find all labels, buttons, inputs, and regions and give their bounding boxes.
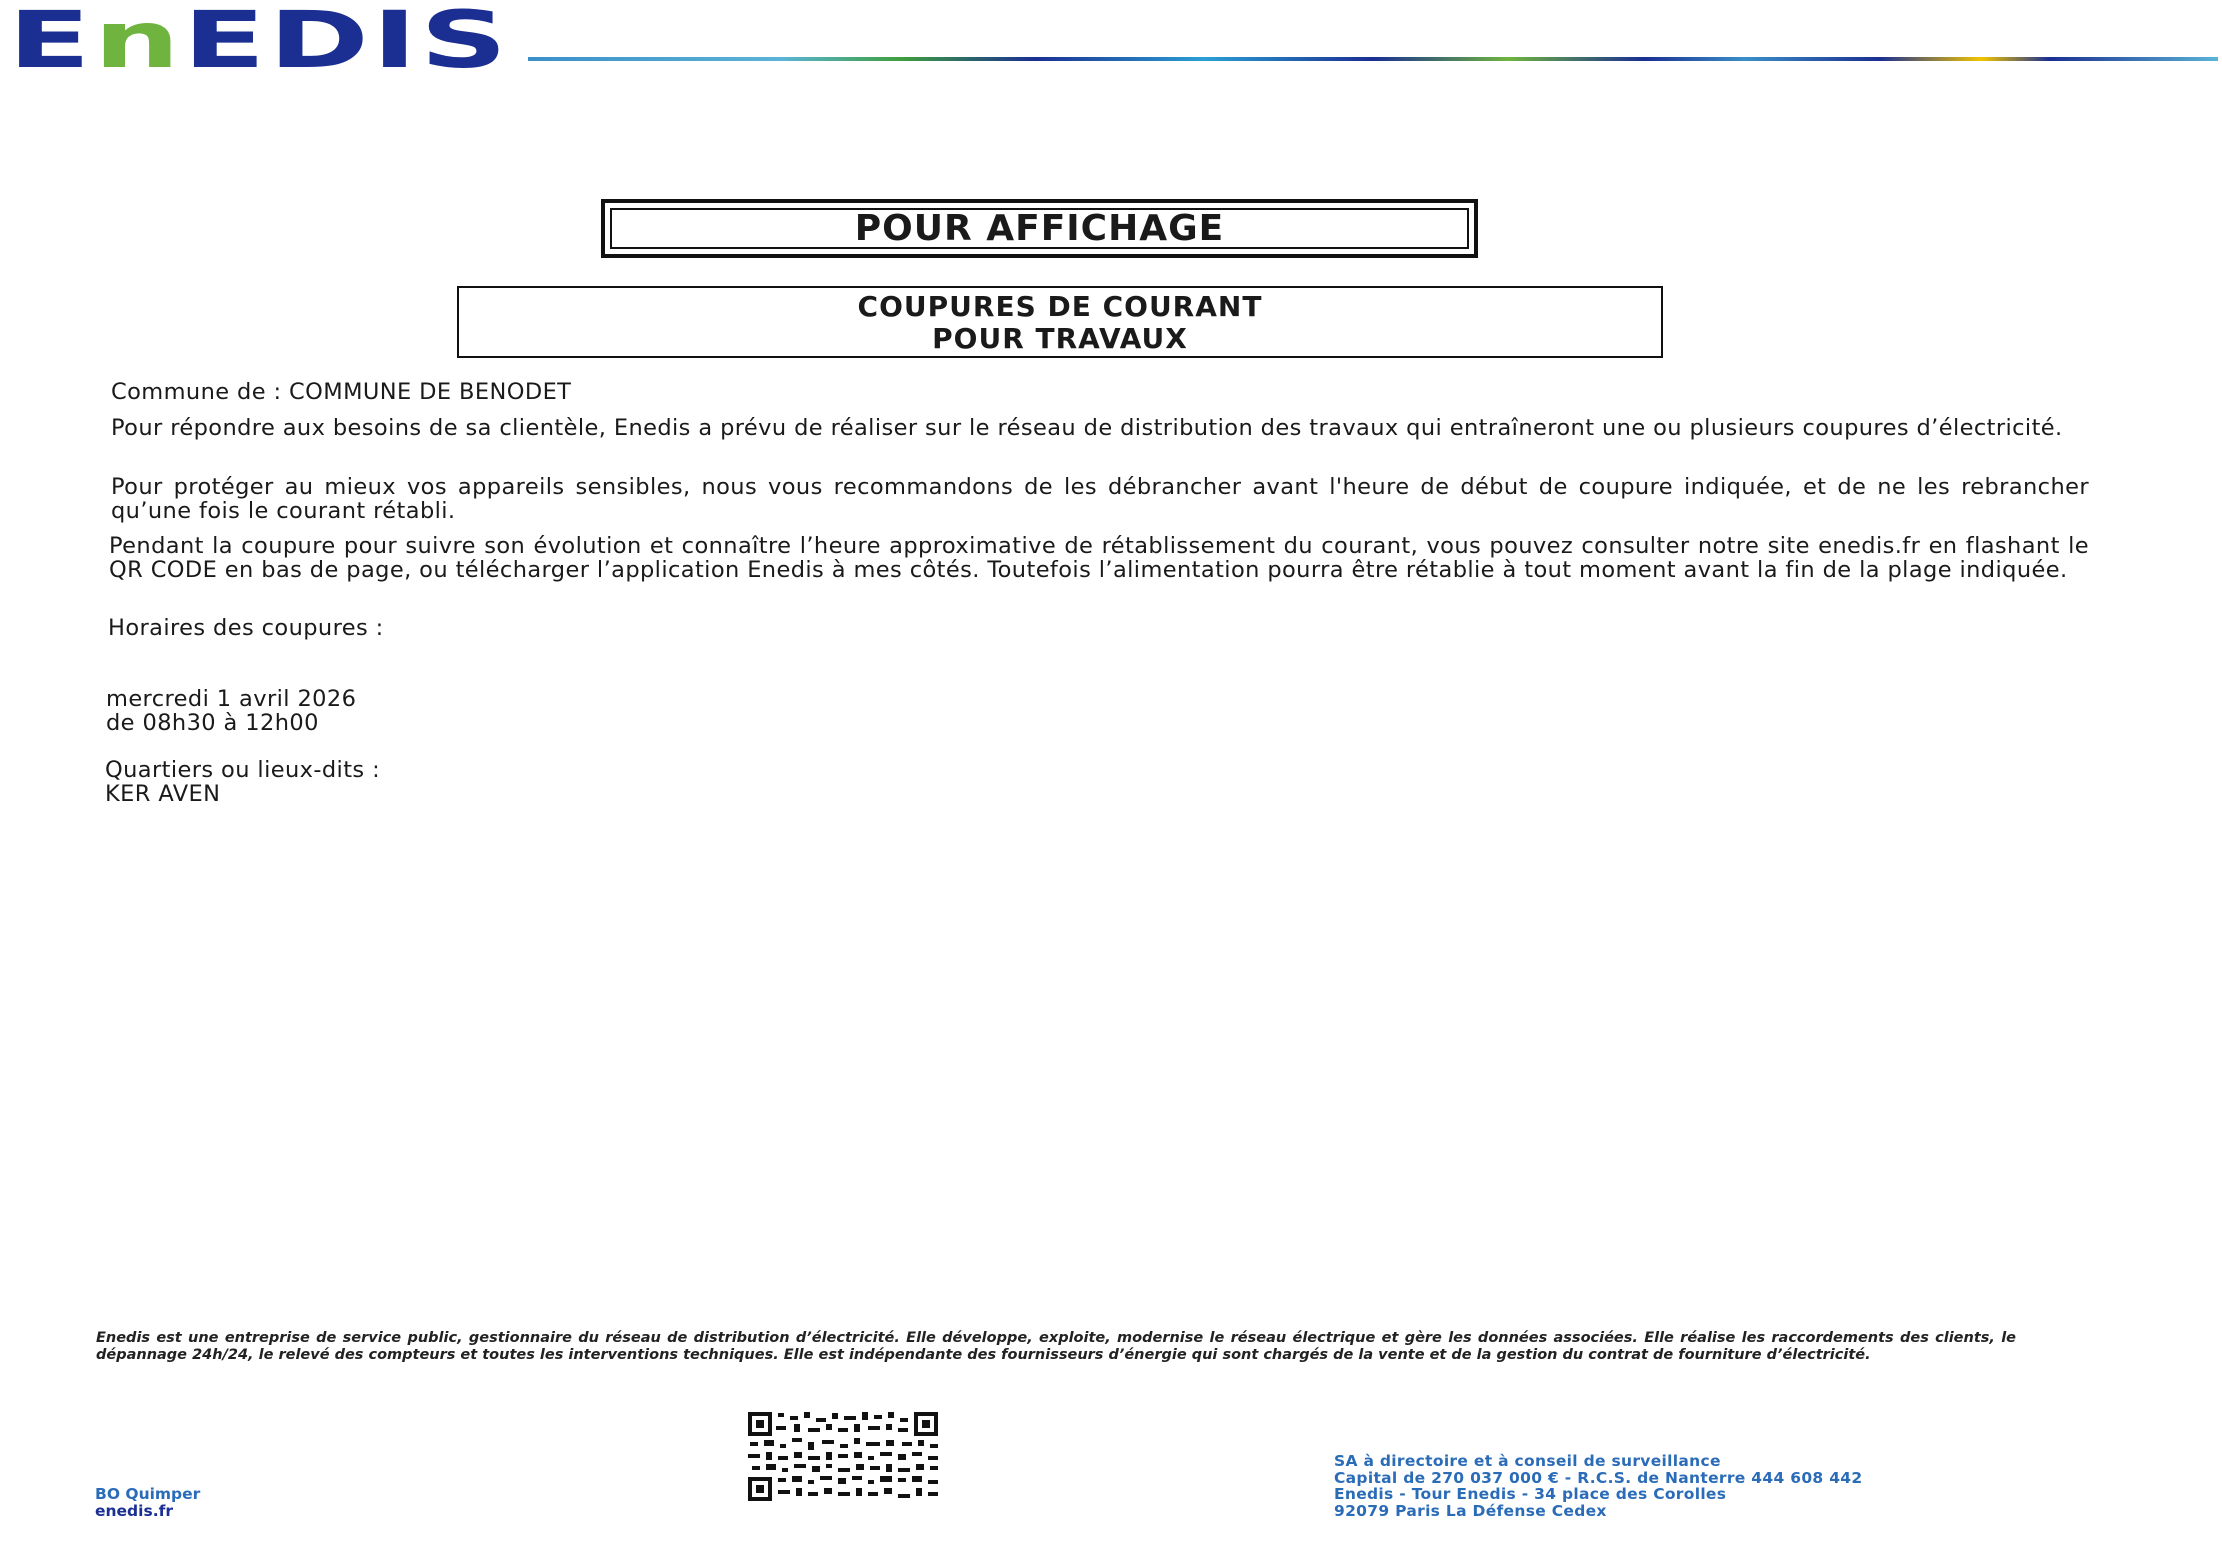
office-info [95,1486,200,1520]
outage-date: mercredi 1 avril 2026 [106,686,357,712]
location-place: KER AVEN [105,781,221,807]
header-divider [528,57,2218,61]
legal-line-4: 92079 Paris La Défense Cedex [1334,1501,1607,1520]
page-title: POUR AFFICHAGE [610,208,1469,249]
schedule-heading: Horaires des coupures : [108,615,384,641]
location-heading: Quartiers ou lieux-dits : [105,757,381,783]
commune-line: Commune de : COMMUNE DE BENODET [111,379,572,405]
subtitle-line-2: POUR TRAVAUX [932,322,1188,355]
subtitle-box [457,286,1663,358]
enedis-logo: EnEDIS [8,0,511,86]
outage-time: de 08h30 à 12h00 [106,710,319,736]
paragraph-2: Pour protéger au mieux vos appareils sensibles, nous vous recommandons de les débrancher avant l'heure de début de coupure indiquée, et de ne les rebrancher qu’une fois le courant rétabli. [111,474,2089,524]
legal-line-2: Capital de 270 037 000 € - R.C.S. de Nanterre 444 608 442 [1334,1468,1863,1487]
office-name: BO Quimper [95,1485,201,1503]
subtitle-line-1: COUPURES DE COURANT [857,290,1263,323]
legal-line-1: SA à directoire et à conseil de surveillance [1334,1452,1721,1470]
website-link[interactable]: enedis.fr [95,1502,173,1520]
qr-code[interactable] [746,1410,940,1503]
paragraph-3: Pendant la coupure pour suivre son évolution et connaître l’heure approximative de rétablissement du courant, vous pouvez consulter notre site enedis.fr en flashant le QR CODE en bas de page, ou télécharger l’application Enedis à mes côtés. Toutefois l’alimentation pourra être rétablie à tout moment avant la fin de la plage indiquée. [109,533,2089,583]
legal-line-3: Enedis - Tour Enedis - 34 place des Corolles [1334,1485,1727,1503]
paragraph-1: Pour répondre aux besoins de sa clientèle, Enedis a prévu de réaliser sur le réseau de distribution des travaux qui entraîneront une ou plusieurs coupures d’électricité. [111,415,2063,441]
legal-info [1334,1453,1862,1519]
footer-disclaimer: Enedis est une entreprise de service public, gestionnaire du réseau de distribution d’électricité. Elle développe, exploite, modernise le réseau électrique et gère les données associées. Elle réalise les raccordements des clients, le dépannage 24h/24, le relevé des compteurs et toutes les interventions techniques. Elle est indépendante des fournisseurs d’énergie qui sont chargés de la vente et de la gestion du contrat de fourniture d’électricité. [96,1330,2016,1363]
title-frame [601,199,1478,258]
